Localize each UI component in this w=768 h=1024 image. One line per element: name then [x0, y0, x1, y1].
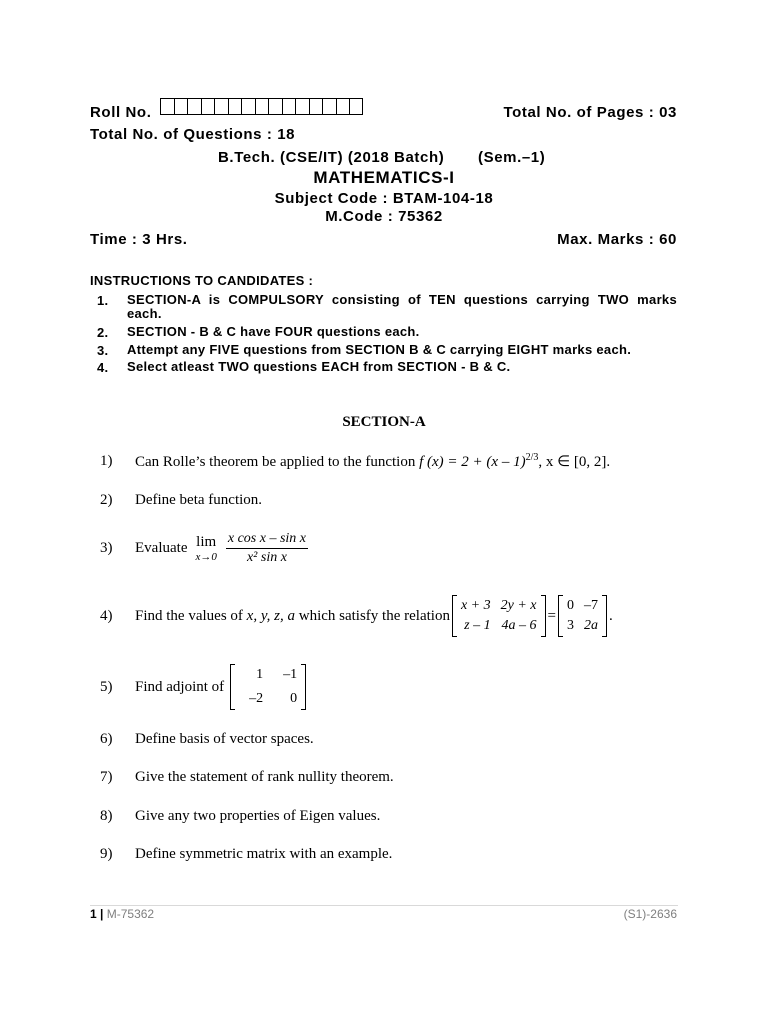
- footer-separator: |: [100, 907, 104, 921]
- question-text: [135, 452, 610, 471]
- instructions-title: INSTRUCTIONS TO CANDIDATES :: [90, 273, 314, 288]
- instruction-item: [97, 343, 677, 358]
- q1-exponent: 2/3: [525, 452, 539, 463]
- instruction-number: 2.: [97, 325, 109, 340]
- instruction-number: 1.: [97, 293, 109, 308]
- matrix-cell: –7: [583, 598, 598, 613]
- instruction-text: Select atleast TWO questions EACH from SECTION - B & C.: [127, 359, 511, 374]
- page-number: 1: [90, 907, 97, 921]
- question-text: Define basis of vector spaces.: [135, 731, 314, 747]
- roll-no-label: Roll No.: [90, 104, 152, 121]
- adjoint-matrix: [230, 664, 306, 710]
- question-4: 4) Find the values of x, y, z, a which satisfy the relation x + 3 2y + x z – 1 4a – 6 = 0 –7 3 2a .: [100, 595, 613, 637]
- question-text: Find adjoint of: [135, 678, 225, 695]
- matrix-cell: 2a: [583, 618, 598, 633]
- instruction-item: [97, 293, 677, 321]
- matrix-cell: 4a – 6: [501, 618, 537, 633]
- matrix-cell: –1: [283, 667, 298, 682]
- instruction-text: SECTION - B & C have FOUR questions each.: [127, 324, 420, 339]
- matrix-cell: 1: [256, 667, 264, 682]
- matrix-left: [452, 595, 546, 637]
- instruction-text: SECTION-A is COMPULSORY consisting of TEN questions carrying TWO marks each.: [127, 292, 677, 321]
- matrix-cell: x + 3: [460, 598, 491, 613]
- instruction-item: [97, 360, 677, 375]
- question-9: [100, 846, 392, 863]
- question-7: [100, 769, 394, 786]
- matrix-right: [558, 595, 607, 637]
- instruction-item: [97, 325, 677, 340]
- section-a-title: SECTION-A: [342, 414, 426, 430]
- question-text: Define beta function.: [135, 492, 263, 508]
- question-text: Give any two properties of Eigen values.: [135, 808, 381, 824]
- limit-fraction: [226, 531, 308, 566]
- question-text: Define symmetric matrix with an example.: [135, 846, 393, 862]
- question-number: 1): [100, 453, 113, 469]
- question-number: 4): [100, 607, 113, 624]
- question-number: 3): [100, 540, 113, 556]
- fraction-numerator: x cos x – sin x: [226, 531, 308, 549]
- matrix-cell: 0: [290, 691, 298, 706]
- m-code: M.Code : 75362: [325, 208, 443, 225]
- limit-label: lim: [196, 534, 217, 550]
- question-5: [100, 664, 308, 710]
- max-marks: Max. Marks : 60: [557, 231, 677, 248]
- footer-code: M-75362: [106, 907, 155, 921]
- question-6: [100, 731, 314, 748]
- instruction-text: Attempt any FIVE questions from SECTION B & C carrying EIGHT marks each.: [127, 342, 632, 357]
- matrix-cell: 3: [566, 618, 574, 633]
- total-pages: Total No. of Pages : 03: [503, 104, 677, 121]
- fraction-denominator: x² sin x: [246, 550, 287, 565]
- matrix-cell: z – 1: [464, 618, 491, 633]
- matrix-cell: 2y + x: [500, 598, 537, 613]
- q4-variables: x, y, z, a: [246, 607, 295, 624]
- semester: (Sem.–1): [478, 149, 546, 166]
- q1-domain: , x ∈ [0, 2].: [538, 454, 611, 470]
- subject-code: Subject Code : BTAM-104-18: [274, 190, 494, 207]
- question-3: [100, 531, 311, 566]
- total-questions: Total No. of Questions : 18: [90, 126, 296, 143]
- question-number: 6): [100, 731, 113, 747]
- question-text: Find the values of: [135, 607, 243, 624]
- question-text: Give the statement of rank nullity theorem.: [135, 769, 394, 785]
- footer-right: (S1)-2636: [623, 907, 677, 921]
- matrix-cell: 0: [566, 598, 574, 613]
- question-8: [100, 808, 380, 825]
- matrix-cell: –2: [249, 691, 264, 706]
- q1-function: f (x) = 2 + (x – 1): [419, 454, 526, 470]
- question-1: [100, 452, 610, 471]
- time-allowed: Time : 3 Hrs.: [90, 231, 188, 248]
- limit-subscript: x→0: [195, 551, 217, 563]
- footer-left: [90, 907, 154, 921]
- course-name: B.Tech. (CSE/IT) (2018 Batch): [218, 149, 445, 166]
- subject-title: MATHEMATICS-I: [313, 168, 455, 187]
- limit-operator: [195, 534, 216, 563]
- question-number: 9): [100, 846, 113, 862]
- question-number: 2): [100, 492, 113, 508]
- question-number: 8): [100, 808, 113, 824]
- q1-text: Can Rolle’s theorem be applied to the function: [135, 454, 416, 470]
- question-text: Evaluate: [135, 540, 188, 556]
- footer-divider: [90, 905, 678, 906]
- instruction-number: 4.: [97, 360, 109, 375]
- question-number: 5): [100, 678, 113, 695]
- question-text-2: which satisfy the relation: [298, 607, 450, 624]
- question-number: 7): [100, 769, 113, 785]
- roll-no-boxes[interactable]: [160, 98, 363, 115]
- question-2: [100, 492, 262, 509]
- instruction-number: 3.: [97, 343, 109, 358]
